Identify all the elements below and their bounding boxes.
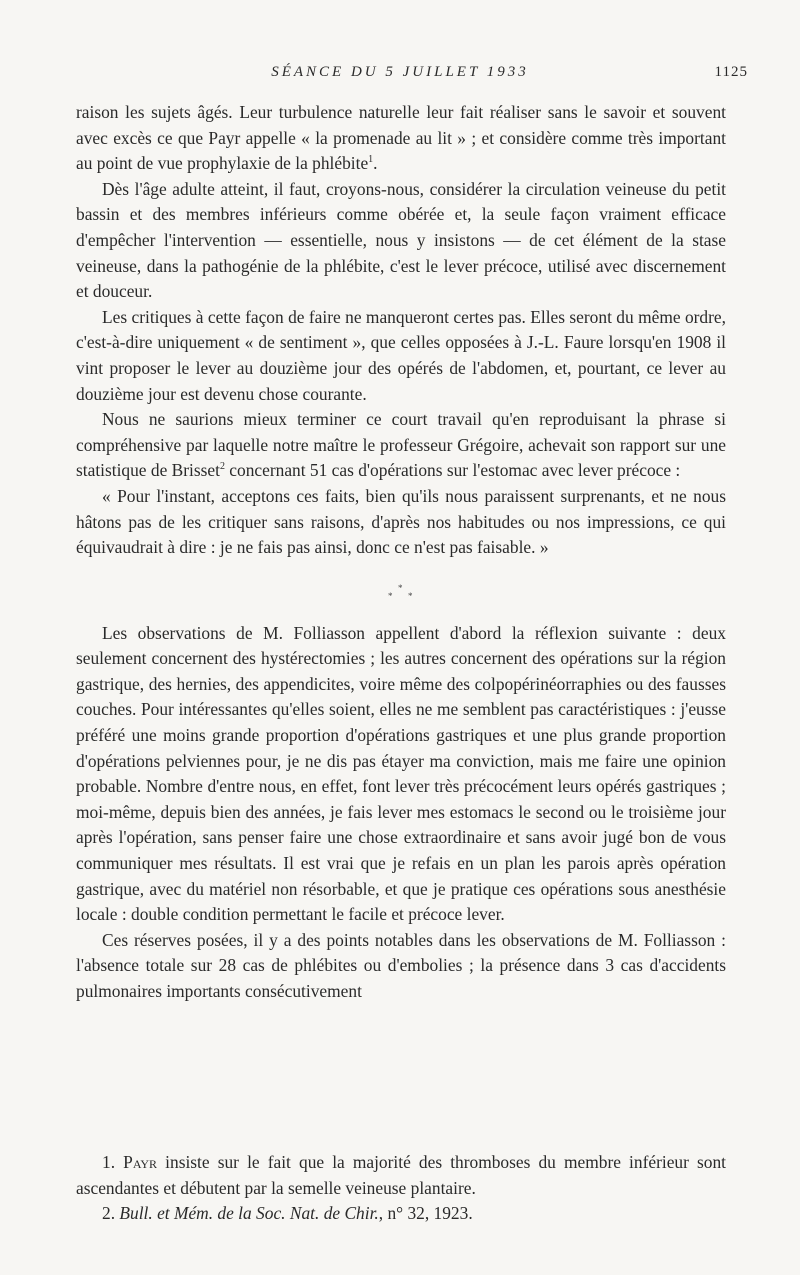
footnote-1-number: 1. (102, 1152, 124, 1172)
footnote-2 (76, 1201, 726, 1227)
footnote-1 (76, 1150, 726, 1201)
footnote-ref-1: 1 (368, 154, 374, 166)
paragraph-2: Dès l'âge adulte atteint, il faut, croyons-nous, considérer la circulation veineuse du petit bassin et des membres inférieurs comme obérée et, la seule façon vraiment efficace d'empêcher l'intervention — essentielle, nous y insistons — de cet élément de la stase veineuse, dans la pathogénie de la phlébite, c'est le lever précoce, utilisé avec discernement et douceur. (76, 178, 726, 302)
page-number: 1125 (714, 64, 748, 80)
page-header (0, 58, 800, 88)
footnote-2-number: 2. (102, 1203, 120, 1224)
paragraph-6: Les observations de M. Folliasson appellent d'abord la réflexion suivante : deux seulement concernent des hystérectomies ; les autres concernent des opérations sur la région gastrique, des hernies, des appendicites, voire même des colpopérinéorraphies ou des fausses couches. Pour intéressantes qu'elles soient, elles ne me semblent pas caractéristiques : j'eusse préféré une moins grande proportion d'opérations gastriques et une plus grande proportion d'opérations pelviennes pour, je ne dis pas étayer ma conviction, mais me faire une opinion probable. Nombre d'entre nous, en effet, font lever très précocément leurs opérés gastriques ; moi-même, depuis bien des années, je fais lever mes estomacs le second ou le troisième jour après l'opération, sans penser faire une chose extraordinaire et sans avoir jugé bon de vous communiquer mes résultats. Il est vrai que je refais en un plan les parois après opération gastrique, avec du matériel non résorbable, et que je pratique ces opérations sous anesthésie locale : double condition permettant le facile et précoce lever. (76, 622, 726, 925)
asterism-star-top: * (398, 582, 403, 593)
paragraph-3: Les critiques à cette façon de faire ne manqueront certes pas. Elles seront du même ordre, c'est-à-dire uniquement « de sentiment », que celles opposées à J.-L. Faure lorsqu'en 1908 il vint proposer le lever au douzième jour des opérés de l'abdomen, et, pourtant, ce lever au douzième jour est devenu chose courante. (76, 306, 726, 404)
running-title: SÉANCE DU 5 JUILLET 1933 (271, 64, 529, 80)
paragraph-1 (76, 100, 726, 177)
paragraph-4-text: Nous ne saurions mieux terminer ce court travail qu'en reproduisant la phrase si compréhensive par laquelle notre maître le professeur Grégoire, achevait son rapport sur une statistique de Brisset (76, 409, 726, 481)
asterism-star-right: * (408, 590, 413, 601)
body-text (76, 100, 726, 1005)
section-asterism (76, 561, 726, 621)
footnote-ref-2: 2 (219, 461, 225, 473)
footnotes (76, 1150, 726, 1227)
paragraph-4-end: concernant 51 cas d'opérations sur l'estomac avec lever précoce : (224, 460, 681, 481)
paragraph-1-end: . (373, 153, 378, 174)
paragraph-1-text: raison les sujets âgés. Leur turbulence naturelle leur fait réaliser sans le savoir et souvent avec excès ce que Payr appelle « la promenade au lit » ; et considère comme très important au point de vue prophylaxie de la phlébite (76, 102, 726, 174)
footnote-1-text: insiste sur le fait que la majorité des thromboses du membre inférieur sont ascendantes et débutent par la semelle veineuse plantaire. (76, 1152, 727, 1198)
paragraph-4 (76, 407, 726, 484)
footnote-2-title: Bull. et Mém. de la Soc. Nat. de Chir. (119, 1203, 379, 1224)
footnote-2-text: , n° 32, 1923. (378, 1203, 473, 1224)
quotation: « Pour l'instant, acceptons ces faits, bien qu'ils nous paraissent surprenants, et ne nous hâtons pas de les critiquer sans raisons, d'après nos habitudes ou nos impressions, ce qui équivaudrait à dire : je ne fais pas ainsi, donc ce n'est pas faisable. » (76, 485, 726, 558)
asterism-star-left: * (388, 590, 393, 601)
paragraph-7: Ces réserves posées, il y a des points notables dans les observations de M. Folliasson : l'absence totale sur 28 cas de phlébites ou d'embolies ; la présence dans 3 cas d'accidents pulmonaires importants consécutivement (76, 929, 726, 1001)
footnote-1-author: Payr (123, 1152, 158, 1172)
